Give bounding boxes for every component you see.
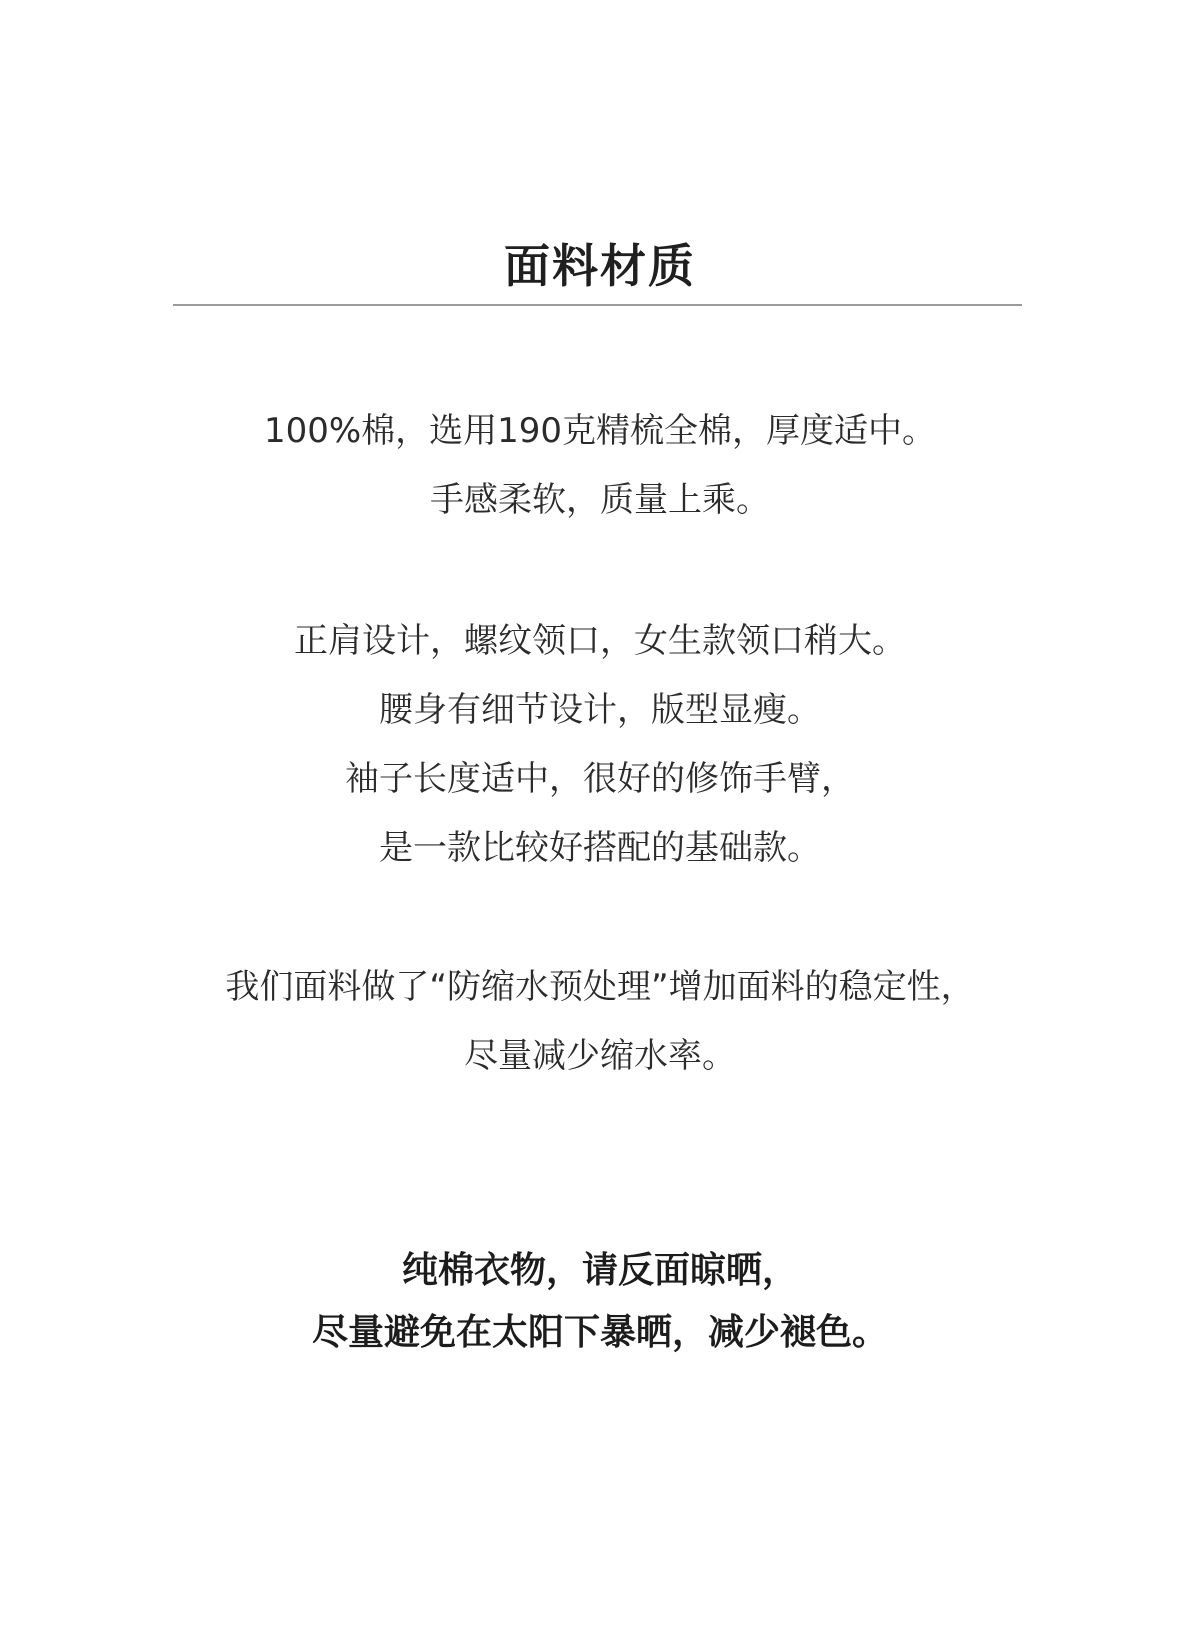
paragraph-line: 腰身有细节设计，版型显瘦。 (379, 690, 821, 730)
paragraph-line: 我们面料做了“防缩水预处理”增加面料的稳定性， (225, 967, 975, 1007)
title-divider (173, 304, 1022, 306)
paragraph-line: 正肩设计，螺纹领口，女生款领口稍大。 (294, 621, 906, 661)
fabric-description-paragraph (0, 397, 1200, 535)
paragraph-line: 100%棉，选用190克精梳全棉，厚度适中。 (263, 411, 937, 451)
paragraph-line: 尽量减少缩水率。 (464, 1036, 736, 1076)
care-line: 纯棉衣物，请反面晾晒， (401, 1250, 798, 1291)
shrinkage-description-paragraph (0, 953, 1200, 1091)
paragraph-line: 手感柔软，质量上乘。 (430, 480, 770, 520)
section-title: 面料材质 (504, 239, 696, 293)
paragraph-line: 是一款比较好搭配的基础款。 (379, 828, 821, 868)
care-instructions (0, 1240, 1200, 1364)
care-line: 尽量避免在太阳下暴晒，减少褪色。 (311, 1312, 888, 1353)
paragraph-line: 袖子长度适中，很好的修饰手臂， (345, 759, 855, 799)
design-description-paragraph (0, 607, 1200, 883)
